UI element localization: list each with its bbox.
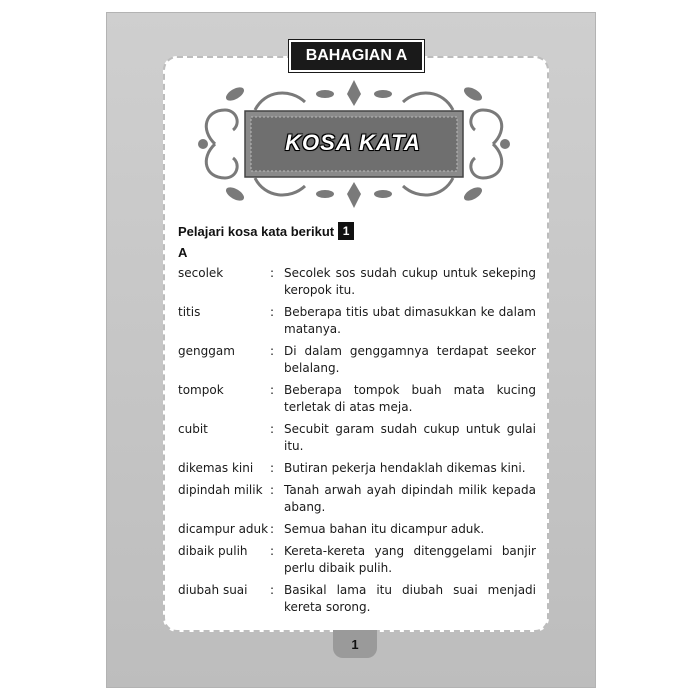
separator: :: [270, 583, 275, 597]
vocab-term: cubit: [178, 422, 208, 436]
exercise-number-badge: 1: [338, 222, 354, 240]
vocab-row: [178, 482, 536, 516]
vocab-definition: Secolek sos sudah cukup untuk sekeping keropok itu.: [284, 266, 536, 297]
vocab-definition: Basikal lama itu diubah suai menjadi kereta sorong.: [284, 583, 536, 614]
separator: :: [270, 461, 275, 475]
chapter-title: KOSA KATA: [285, 130, 421, 155]
separator: :: [270, 522, 275, 536]
vocab-term: diubah suai: [178, 583, 248, 597]
separator: :: [270, 305, 275, 319]
separator: :: [270, 422, 275, 436]
vocab-definition: Kereta-kereta yang ditenggelami banjir perlu dibaik pulih.: [284, 544, 536, 575]
separator: :: [270, 344, 275, 358]
page-number: 1: [333, 630, 377, 658]
separator: :: [270, 383, 275, 397]
instruction: [178, 221, 354, 241]
section-label: BAHAGIAN A: [291, 42, 422, 70]
vocab-term: secolek: [178, 266, 224, 280]
vocab-row: [178, 265, 536, 299]
instruction-text: Pelajari kosa kata berikut: [178, 223, 335, 239]
vocab-row: [178, 582, 536, 616]
vocab-term: titis: [178, 305, 201, 319]
separator: :: [270, 266, 275, 280]
separator: :: [270, 544, 275, 558]
vocab-term: dikemas kini: [178, 461, 254, 475]
vocab-definition: Di dalam genggamnya terdapat seekor belalang.: [284, 344, 536, 375]
vocab-row: [178, 343, 536, 377]
vocab-term: genggam: [178, 344, 235, 358]
vocab-row: [178, 460, 536, 477]
vocab-definition: Tanah arwah ayah dipindah milik kepada abang.: [284, 483, 536, 514]
vocab-row: [178, 521, 536, 538]
group-letter: A: [178, 245, 188, 260]
vocab-row: [178, 421, 536, 455]
vocab-row: [178, 304, 536, 338]
vocab-row: [178, 543, 536, 577]
vocab-term: dicampur aduk: [178, 522, 269, 536]
vocab-term: dipindah milik: [178, 483, 263, 497]
vocab-row: [178, 382, 536, 416]
vocab-term: dibaik pulih: [178, 544, 248, 558]
vocab-definition: Butiran pekerja hendaklah dikemas kini.: [284, 461, 526, 475]
vocab-definition: Semua bahan itu dicampur aduk.: [284, 522, 485, 536]
vocab-term: tompok: [178, 383, 224, 397]
vocab-definition: Beberapa tompok buah mata kucing terletak di atas meja.: [284, 383, 536, 414]
vocabulary-list: [178, 265, 536, 621]
vocab-definition: Secubit garam sudah cukup untuk gulai itu.: [284, 422, 536, 453]
vocab-definition: Beberapa titis ubat dimasukkan ke dalam matanya.: [284, 305, 536, 336]
separator: :: [270, 483, 275, 497]
